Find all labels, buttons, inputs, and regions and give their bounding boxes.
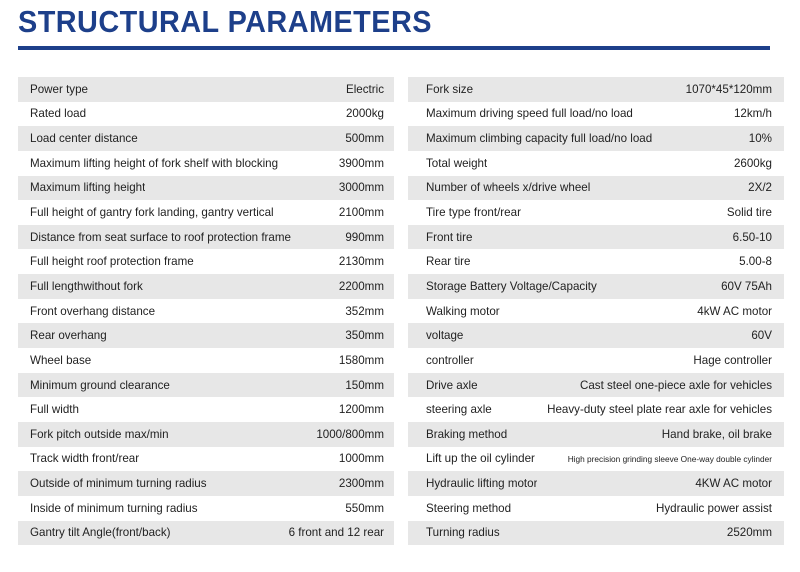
spec-row	[408, 323, 784, 348]
spec-label: Minimum ground clearance	[30, 378, 170, 392]
spec-label: Turning radius	[426, 526, 500, 540]
spec-label: Distance from seat surface to roof protection frame	[30, 230, 291, 244]
spec-row	[18, 521, 394, 546]
spec-value: 2600kg	[733, 156, 772, 170]
spec-value: 1070*45*120mm	[685, 82, 772, 96]
spec-label: Fork size	[426, 82, 474, 96]
spec-label: Total weight	[426, 156, 488, 170]
spec-value: 1000/800mm	[316, 427, 384, 441]
spec-label: Rear overhang	[30, 329, 107, 343]
spec-label: Storage Battery Voltage/Capacity	[426, 279, 597, 293]
spec-row	[18, 348, 394, 373]
spec-value: 6 front and 12 rear	[288, 526, 384, 540]
spec-label: Rated load	[30, 107, 87, 121]
spec-value: 60V	[751, 329, 772, 343]
spec-row	[408, 447, 784, 472]
spec-row	[18, 496, 394, 521]
spec-label: Track width front/rear	[30, 452, 140, 466]
spec-value: 60V 75Ah	[721, 279, 772, 293]
page-title: STRUCTURAL PARAMETERS	[18, 4, 432, 39]
spec-label: Power type	[30, 82, 88, 96]
spec-label: voltage	[426, 329, 464, 343]
spec-label: Wheel base	[30, 353, 92, 367]
spec-value: 5.00-8	[739, 255, 772, 269]
spec-label: Full lengthwithout fork	[30, 279, 143, 293]
spec-value: 990mm	[345, 230, 384, 244]
spec-value: 2X/2	[748, 181, 772, 195]
spec-row	[18, 126, 394, 151]
spec-row	[18, 397, 394, 422]
spec-row	[408, 471, 784, 496]
spec-value: 2130mm	[338, 255, 384, 269]
spec-value: 4KW AC motor	[695, 477, 772, 491]
spec-row	[408, 200, 784, 225]
spec-value: Heavy-duty steel plate rear axle for vehicles	[547, 403, 772, 417]
spec-row	[18, 249, 394, 274]
spec-row	[408, 299, 784, 324]
spec-row	[408, 422, 784, 447]
spec-value: 2000kg	[345, 107, 384, 121]
spec-value: Solid tire	[726, 206, 772, 220]
spec-row	[408, 151, 784, 176]
spec-row	[18, 299, 394, 324]
spec-label: Full height roof protection frame	[30, 255, 194, 269]
spec-row	[408, 373, 784, 398]
spec-row	[18, 176, 394, 201]
spec-value: 3000mm	[338, 181, 384, 195]
spec-row	[408, 496, 784, 521]
spec-value: 12km/h	[733, 107, 772, 121]
spec-label: Drive axle	[426, 378, 478, 392]
spec-label: Front tire	[426, 230, 473, 244]
spec-value: 1000mm	[338, 452, 384, 466]
spec-value: Electric	[345, 82, 384, 96]
spec-row	[18, 77, 394, 102]
spec-value: 350mm	[345, 329, 384, 343]
spec-row	[18, 447, 394, 472]
spec-row	[18, 471, 394, 496]
spec-label: Maximum climbing capacity full load/no load	[426, 132, 653, 146]
spec-row	[408, 348, 784, 373]
spec-value: 1580mm	[338, 353, 384, 367]
spec-value: 150mm	[345, 378, 384, 392]
spec-label: Full width	[30, 403, 79, 417]
title-underline	[18, 46, 770, 50]
right-spec-table	[408, 77, 784, 545]
spec-value: Cast steel one-piece axle for vehicles	[579, 378, 772, 392]
spec-label: controller	[426, 353, 474, 367]
spec-row	[408, 102, 784, 127]
left-spec-table	[18, 77, 394, 545]
spec-row	[18, 225, 394, 250]
spec-row	[408, 397, 784, 422]
spec-label: Steering method	[426, 501, 512, 515]
spec-row	[18, 102, 394, 127]
spec-row	[408, 274, 784, 299]
spec-label: Walking motor	[426, 304, 500, 318]
spec-label: Full height of gantry fork landing, gantry vertical	[30, 206, 274, 220]
spec-label: Lift up the oil cylinder	[426, 452, 535, 466]
spec-row	[18, 373, 394, 398]
spec-label: Maximum driving speed full load/no load	[426, 107, 633, 121]
spec-row	[408, 225, 784, 250]
spec-value: 1200mm	[338, 403, 384, 417]
spec-label: Hydraulic lifting motor	[426, 477, 538, 491]
spec-label: Tire type front/rear	[426, 206, 521, 220]
spec-value: 4kW AC motor	[697, 304, 772, 318]
spec-value: 2520mm	[726, 526, 772, 540]
spec-value: 2100mm	[338, 206, 384, 220]
spec-label: Gantry tilt Angle(front/back)	[30, 526, 171, 540]
spec-label: Rear tire	[426, 255, 471, 269]
spec-row	[408, 126, 784, 151]
spec-value: Hage controller	[693, 353, 772, 367]
spec-label: Number of wheels x/drive wheel	[426, 181, 591, 195]
spec-label: Inside of minimum turning radius	[30, 501, 198, 515]
spec-row	[408, 77, 784, 102]
spec-value: 10%	[748, 132, 772, 146]
spec-label: Braking method	[426, 427, 508, 441]
spec-label: Outside of minimum turning radius	[30, 477, 207, 491]
spec-value: 352mm	[345, 304, 384, 318]
spec-row	[18, 151, 394, 176]
spec-row	[18, 274, 394, 299]
spec-value: 3900mm	[338, 156, 384, 170]
spec-value: 500mm	[345, 132, 384, 146]
spec-value: Hand brake, oil brake	[661, 427, 772, 441]
spec-row	[18, 200, 394, 225]
spec-label: Load center distance	[30, 132, 138, 146]
spec-label: Front overhang distance	[30, 304, 156, 318]
spec-row	[408, 176, 784, 201]
spec-label: steering axle	[426, 403, 492, 417]
spec-label: Fork pitch outside max/min	[30, 427, 169, 441]
spec-value: High precision grinding sleeve One-way double cylinder	[567, 453, 772, 464]
spec-row	[408, 521, 784, 546]
spec-label: Maximum lifting height of fork shelf with blocking	[30, 156, 279, 170]
spec-value: 2200mm	[338, 279, 384, 293]
spec-row	[18, 323, 394, 348]
spec-value: 550mm	[345, 501, 384, 515]
spec-value: Hydraulic power assist	[656, 501, 772, 515]
spec-row	[408, 249, 784, 274]
spec-value: 6.50-10	[732, 230, 772, 244]
spec-value: 2300mm	[338, 477, 384, 491]
spec-row	[18, 422, 394, 447]
spec-label: Maximum lifting height	[30, 181, 146, 195]
